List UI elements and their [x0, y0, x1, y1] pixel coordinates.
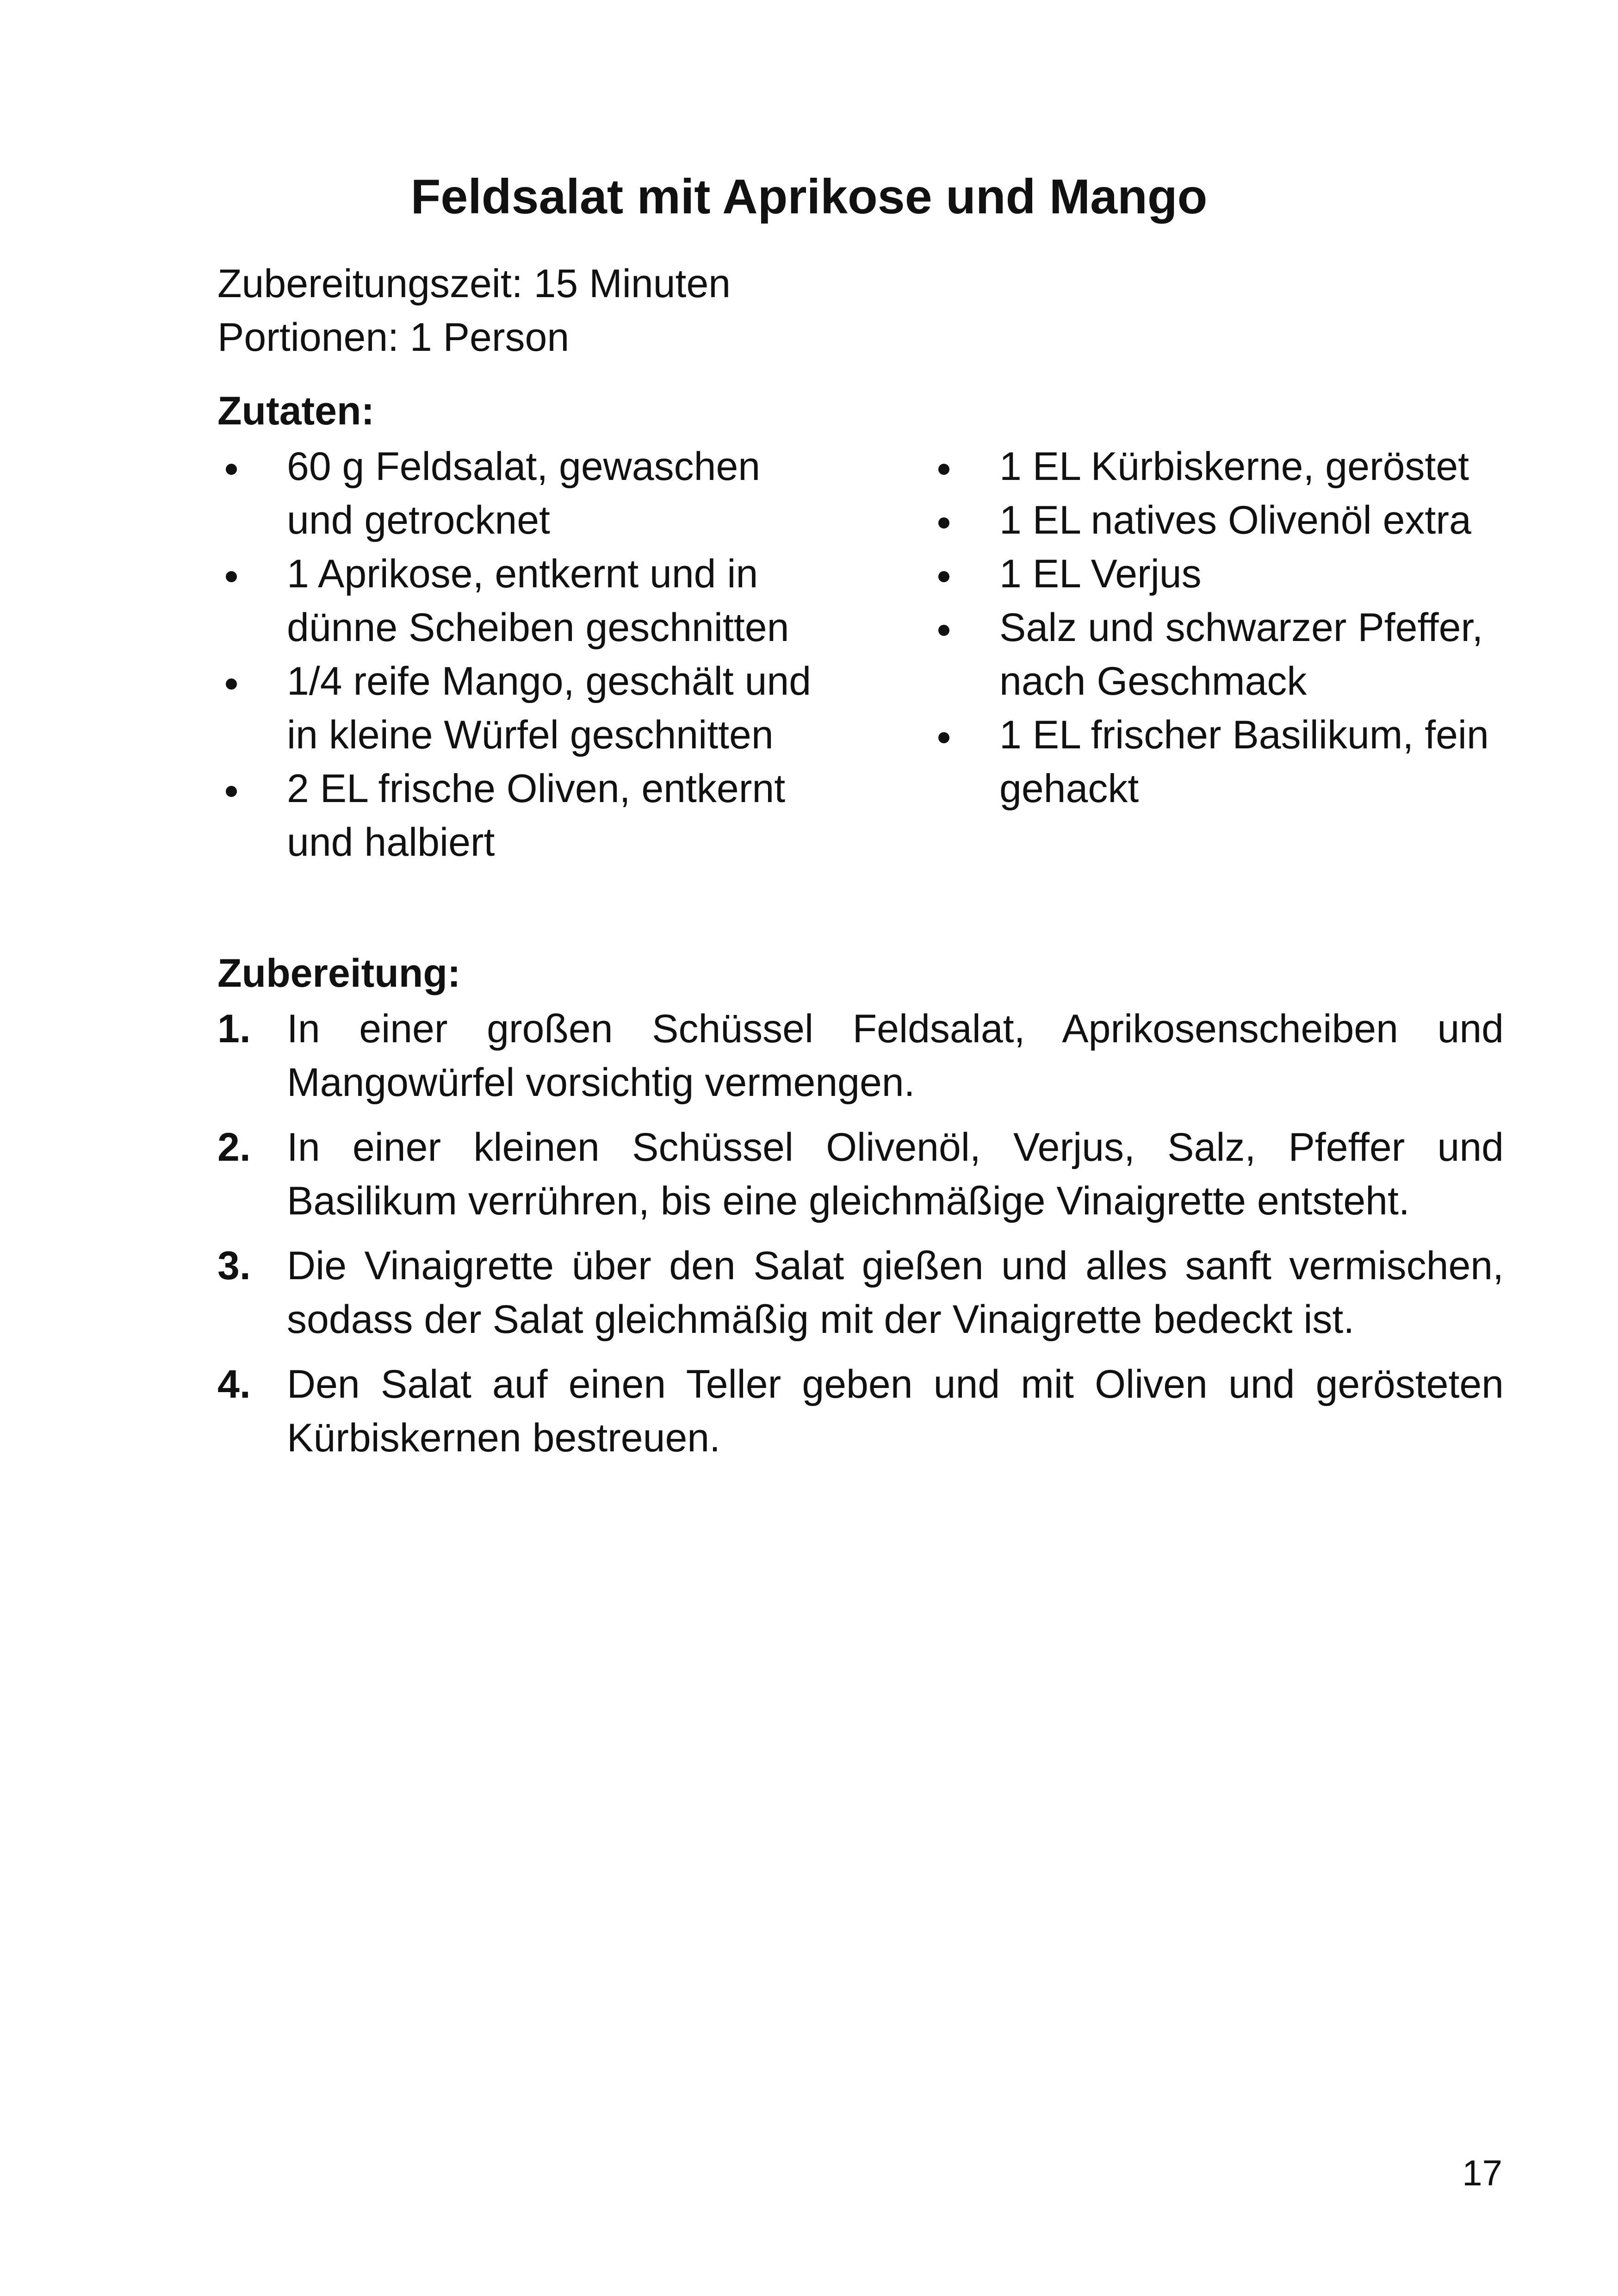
page-title: Feldsalat mit Aprikose und Mango: [410, 169, 1208, 224]
list-item: 1 EL Kürbiskerne, geröstet: [930, 440, 1531, 493]
step-number: 4.: [217, 1362, 251, 1406]
step-number: 1.: [217, 1007, 251, 1051]
step-number: 2.: [217, 1125, 251, 1170]
list-item: 1/4 reife Mango, geschält und in kleine Würfel geschnitten: [217, 654, 819, 762]
prep-time: Zubereitungszeit: 15 Minuten: [217, 261, 731, 306]
list-item: 60 g Feldsalat, gewaschen und getrocknet: [217, 440, 819, 547]
ingredients-list-right: [930, 440, 1531, 815]
step-number: 3.: [217, 1244, 251, 1288]
list-item: 1 EL Verjus: [930, 547, 1531, 601]
list-item: 1 Aprikose, entkernt und in dünne Scheiben geschnitten: [217, 547, 819, 654]
step-item: [217, 1357, 1504, 1465]
bullet-icon: [217, 440, 245, 493]
step-text: Die Vinaigrette über den Salat gießen und alles sanft vermischen, sodass der Salat gleichmäßig mit der Vinaigrette bedeckt ist.: [287, 1244, 1504, 1342]
preparation-heading: Zubereitung:: [217, 951, 461, 996]
step-text: In einer großen Schüssel Feldsalat, Aprikosenscheiben und Mangowürfel vorsichtig vermengen.: [287, 1007, 1504, 1105]
bullet-icon: [930, 547, 958, 601]
list-item: 1 EL frischer Basilikum, fein gehackt: [930, 708, 1531, 815]
servings: Portionen: 1 Person: [217, 315, 570, 360]
bullet-icon: [930, 493, 958, 547]
step-text: Den Salat auf einen Teller geben und mit Oliven und gerösteten Kürbiskernen bestreuen.: [287, 1362, 1504, 1460]
bullet-icon: [930, 601, 958, 654]
ingredients-list-left: [217, 440, 819, 869]
step-item: [217, 1002, 1504, 1109]
page-number: 17: [1462, 2153, 1502, 2193]
bullet-icon: [217, 762, 245, 815]
ingredients-heading: Zutaten:: [217, 389, 375, 433]
preparation-steps: [217, 1002, 1504, 1476]
list-item: 2 EL frische Oliven, entkernt und halbiert: [217, 762, 819, 869]
bullet-icon: [930, 440, 958, 493]
step-text: In einer kleinen Schüssel Olivenöl, Verjus, Salz, Pfeffer und Basilikum verrühren, bis eine gleichmäßige Vinaigrette entsteht.: [287, 1125, 1504, 1223]
recipe-meta: [217, 257, 731, 364]
step-item: [217, 1120, 1504, 1228]
bullet-icon: [217, 547, 245, 601]
step-item: [217, 1239, 1504, 1346]
bullet-icon: [217, 654, 245, 708]
list-item: 1 EL natives Olivenöl extra: [930, 493, 1531, 547]
bullet-icon: [930, 708, 958, 762]
list-item: Salz und schwarzer Pfeffer, nach Geschmack: [930, 601, 1531, 708]
